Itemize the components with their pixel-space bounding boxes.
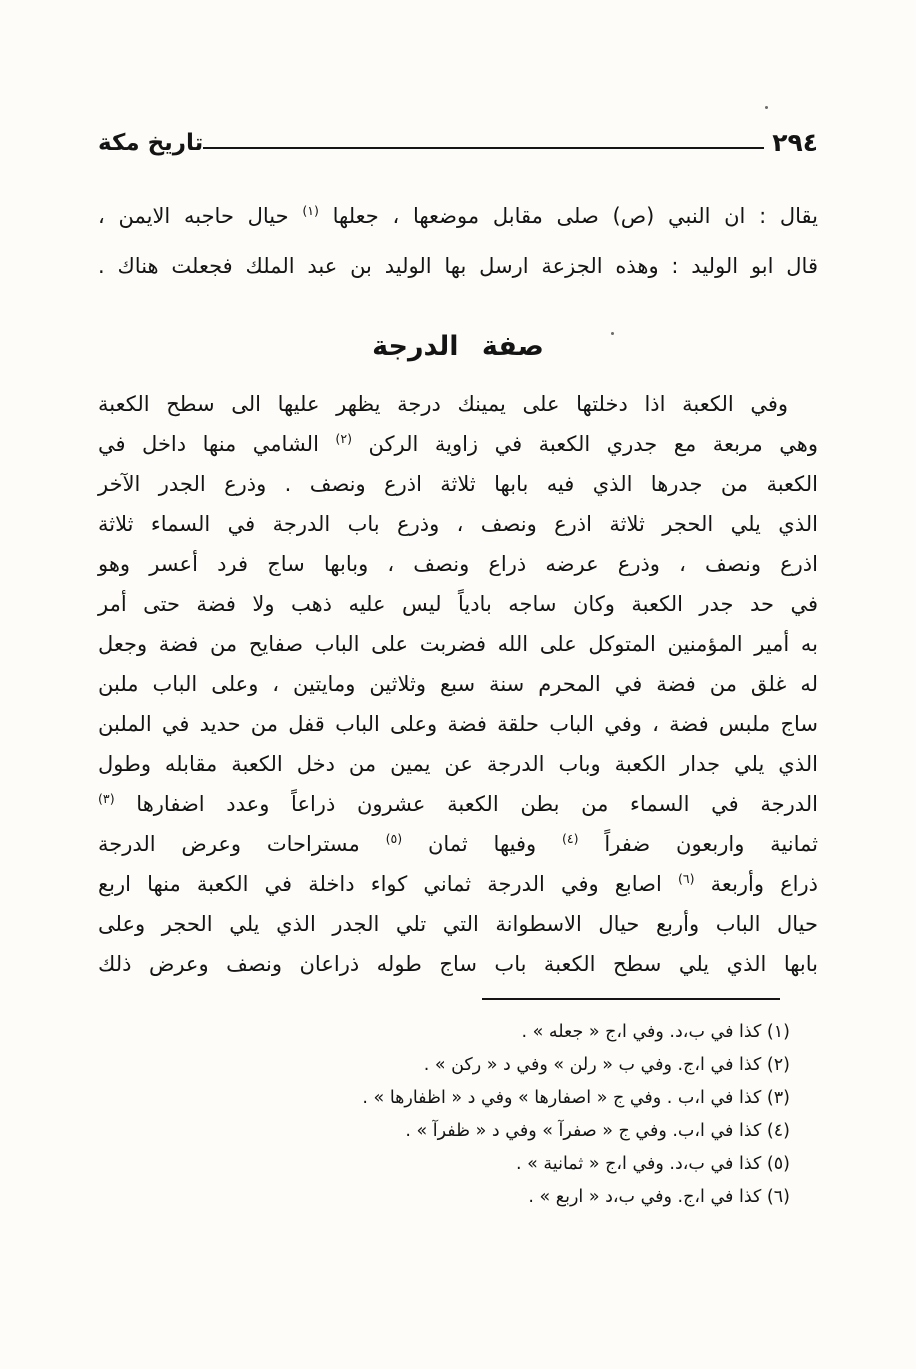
body-line: الذي يلي جدار الكعبة وباب الدرجة عن يمين من دخل الكعبة مقابله وطول [98,752,818,776]
footnote-line: (٣) كذا في ا،ب . وفي ج « اصفارها » وفي د « اظفارها » . [362,1088,790,1108]
footnotes [98,1016,790,1214]
intro-paragraph [98,191,818,291]
footnote-line: (٤) كذا في ا،ب. وفي ج « صفرآ » وفي د « ظفرآ » . [405,1121,790,1141]
body-line: وهي مربعة مع جدري الكعبة في زاوية الركن $^{(٢)}$ الشامي منها داخل في [98,431,818,456]
section-title: صفة الدرجة [372,331,544,362]
body-line: ثمانية واربعون ضفراً $^{(٤)}$ وفيها ثمان $^{(٥)}$ مستراحات وعرض الدرجة [98,831,819,856]
intro-line: قال ابو الوليد : وهذه الجزعة ارسل بها الوليد بن عبد الملك فجعلت هناك . [98,254,818,278]
body-line: ساج ملبس فضة ، وفي الباب حلقة فضة وعلى الباب قفل من حديد في الملبن [98,712,818,736]
body-line: اذرع ونصف ، وذرع عرضه ذراع ونصف ، وبابها ساج فرد أعسر وهو [98,552,818,576]
page-number: ٢٩٤ [772,128,818,157]
footnote-separator [482,998,780,1000]
body-line: الكعبة من جدرها الذي فيه بابها ثلاثة اذرع ونصف . وذرع الجدر الآخر [98,472,818,496]
page-header [98,128,818,157]
scan-speck [765,106,768,109]
body-line: بابها الذي يلي سطح الكعبة باب ساج طوله ذراعان ونصف وعرض ذلك [98,952,818,976]
book-title: تاريخ مكة [98,129,204,156]
footnote-line: (٦) كذا في ا،ج. وفي ب،د « اربع » . [528,1187,790,1207]
body-line: حيال الباب وأربع حيال الاسطوانة التي تلي الجدر الذي يلي الحجر وعلى [98,912,818,936]
body-line: له غلق من فضة في المحرم سنة سبع وثلاثين ومايتين ، وعلى الباب ملبن [98,672,818,696]
footnote-line: (١) كذا في ب،د. وفي ا،ج « جعله » . [521,1022,790,1042]
intro-line: يقال : ان النبي (ص) صلى مقابل موضعها ، جعلها $^{(١)}$ حيال حاجبه الايمن ، [98,203,818,228]
body-line: الذي يلي الحجر ثلاثة اذرع ونصف ، وذرع باب الدرجة في السماء ثلاثة [98,512,818,536]
body-line: ذراع وأربعة $^{(٦)}$ اصابع وفي الدرجة ثماني كواء داخلة في الكعبة منها اربع [98,871,818,896]
body-paragraph [98,384,818,984]
body-line: الدرجة في السماء من بطن الكعبة عشرون ذراعاً وعدد اضفارها $^{(٣)}$ [98,791,818,816]
body-line: في حد جدر الكعبة وكان ساجه بادياً ليس عليه ذهب ولا فضة حتى أمر [98,592,818,616]
body-line: به أمير المؤمنين المتوكل على الله فضربت على الباب صفايح من فضة وجعل [98,632,818,656]
body-line: وفي الكعبة اذا دخلتها على يمينك درجة يظهر عليها الى سطح الكعبة [98,392,788,416]
footnote-line: (٥) كذا في ب،د. وفي ا،ج « ثمانية » . [516,1154,790,1174]
footnote-line: (٢) كذا في ا،ج. وفي ب « رلن » وفي د « ركن » . [423,1055,790,1075]
scan-speck [611,332,614,335]
header-rule [203,147,764,149]
